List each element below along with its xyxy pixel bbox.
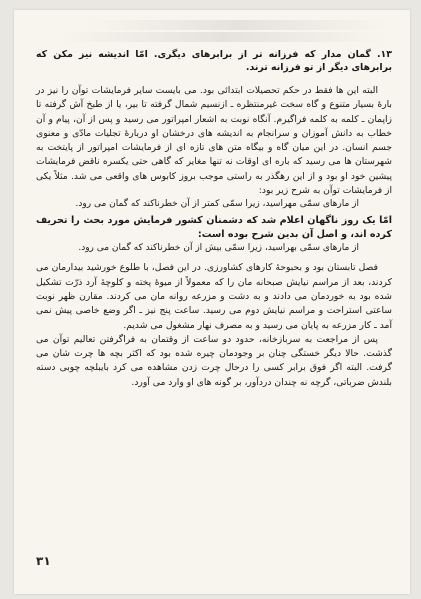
quote: از مارهای سمّی بهراسید، زیرا سمّی بیش از آن خطرناکند که گمان می رود. — [78, 242, 359, 253]
show-through-text — [58, 32, 388, 42]
emphasized-paragraph: امّا یک روز ناگهان اعلام شد که دشمنان کشور فرمایش مورد بحث را تحریف کرده اند، و اصل آن بدین شرح بوده است: — [36, 214, 392, 240]
show-through-text — [88, 20, 388, 30]
paragraph: پس از مراجعت به سربازخانه، حدود دو ساعت از وقتمان به فراگرفتن تعالیم توآن می گذشت. حالا دیگر خستگی چنان بر وجودمان چیره شده بود که اکثر بچه ها چرت شان می گرفت. البته اگر فوق برابر کسی را درحال چرت زدن مشاهده می کرد بایبلچه چوبی دسته بلندش ضرباتی، گرچه نه چندان دردآور، بر گونه های او وارد می آورد. — [36, 333, 392, 388]
quote: از مارهای سمّی مهراسید، زیرا سمّی کمتر از آن خطرناکند که گمان می رود. — [75, 199, 359, 210]
page-body — [36, 48, 392, 390]
paragraph: فصل تابستان بود و بحبوحهٔ کارهای کشاورزی. در این فصل، با طلوع خورشید بیدارمان می کردند، بعد از مراسم نیایش صبحانه مان را که معمولاً از میوهٔ پخته و کلوچهٔ آرد ذرّت تشکیل شده بود به خوردمان می دادند و به دشت و مزرعه روانه مان می کردند. مقارن ظهر نوبت ساعتی استراحت و مراسم نیایش دوم می رسید. ساعت پنج نیز ـ اگر وضع خاصی پیش نمی آمد ـ کار مزرعه به پایان می رسید و به مصرف نهار مشغول می شدیم. — [36, 262, 392, 331]
book-page — [14, 10, 410, 594]
footnote: ۱۳. گمان مدار که فرزانه تر از برابرهای دیگری. امّا اندیشه نیز مکن که برابرهای دیگر از تو فرزانه ترند. — [36, 49, 392, 73]
page-number: ۳۱ — [36, 554, 51, 568]
paragraph: البته این ها فقط در حکم تحصیلات ابتدائی بود. می بایست سایر فرمایشات توآن را نیز در بارهٔ بسیار متنوع و گاه سخت غیرمنتظره ـ ازنسیم شمال گرفته تا بیر، یا از طبخ آش گرفته تا زاپمان ـ کلمه به کلمه فراگیرم. آنگاه نوبت به اشعار امپراتور می رسید و پس از آن، پیام و آن خطاب به دانش آموزان و سرانجام به اندیشه های درخشان او دربارهٔ تجلیات مادّی و معنوی جسم انسان. در این میان گاه و بیگاه متن های تازه ای از فرمایشات امپراتور از پایتخت به شهرستان ها می رسید که باره ای اوقات نه تنها مغایر که گاهی حتی یکسره ناقض فرمایشات پیشین خود او بود و از این رهگذر به راستی موجب بروز کابوس های واقعی می شد. مثلاً یکی از فرمایشات توآن به شرح زیر بود: — [36, 85, 392, 197]
